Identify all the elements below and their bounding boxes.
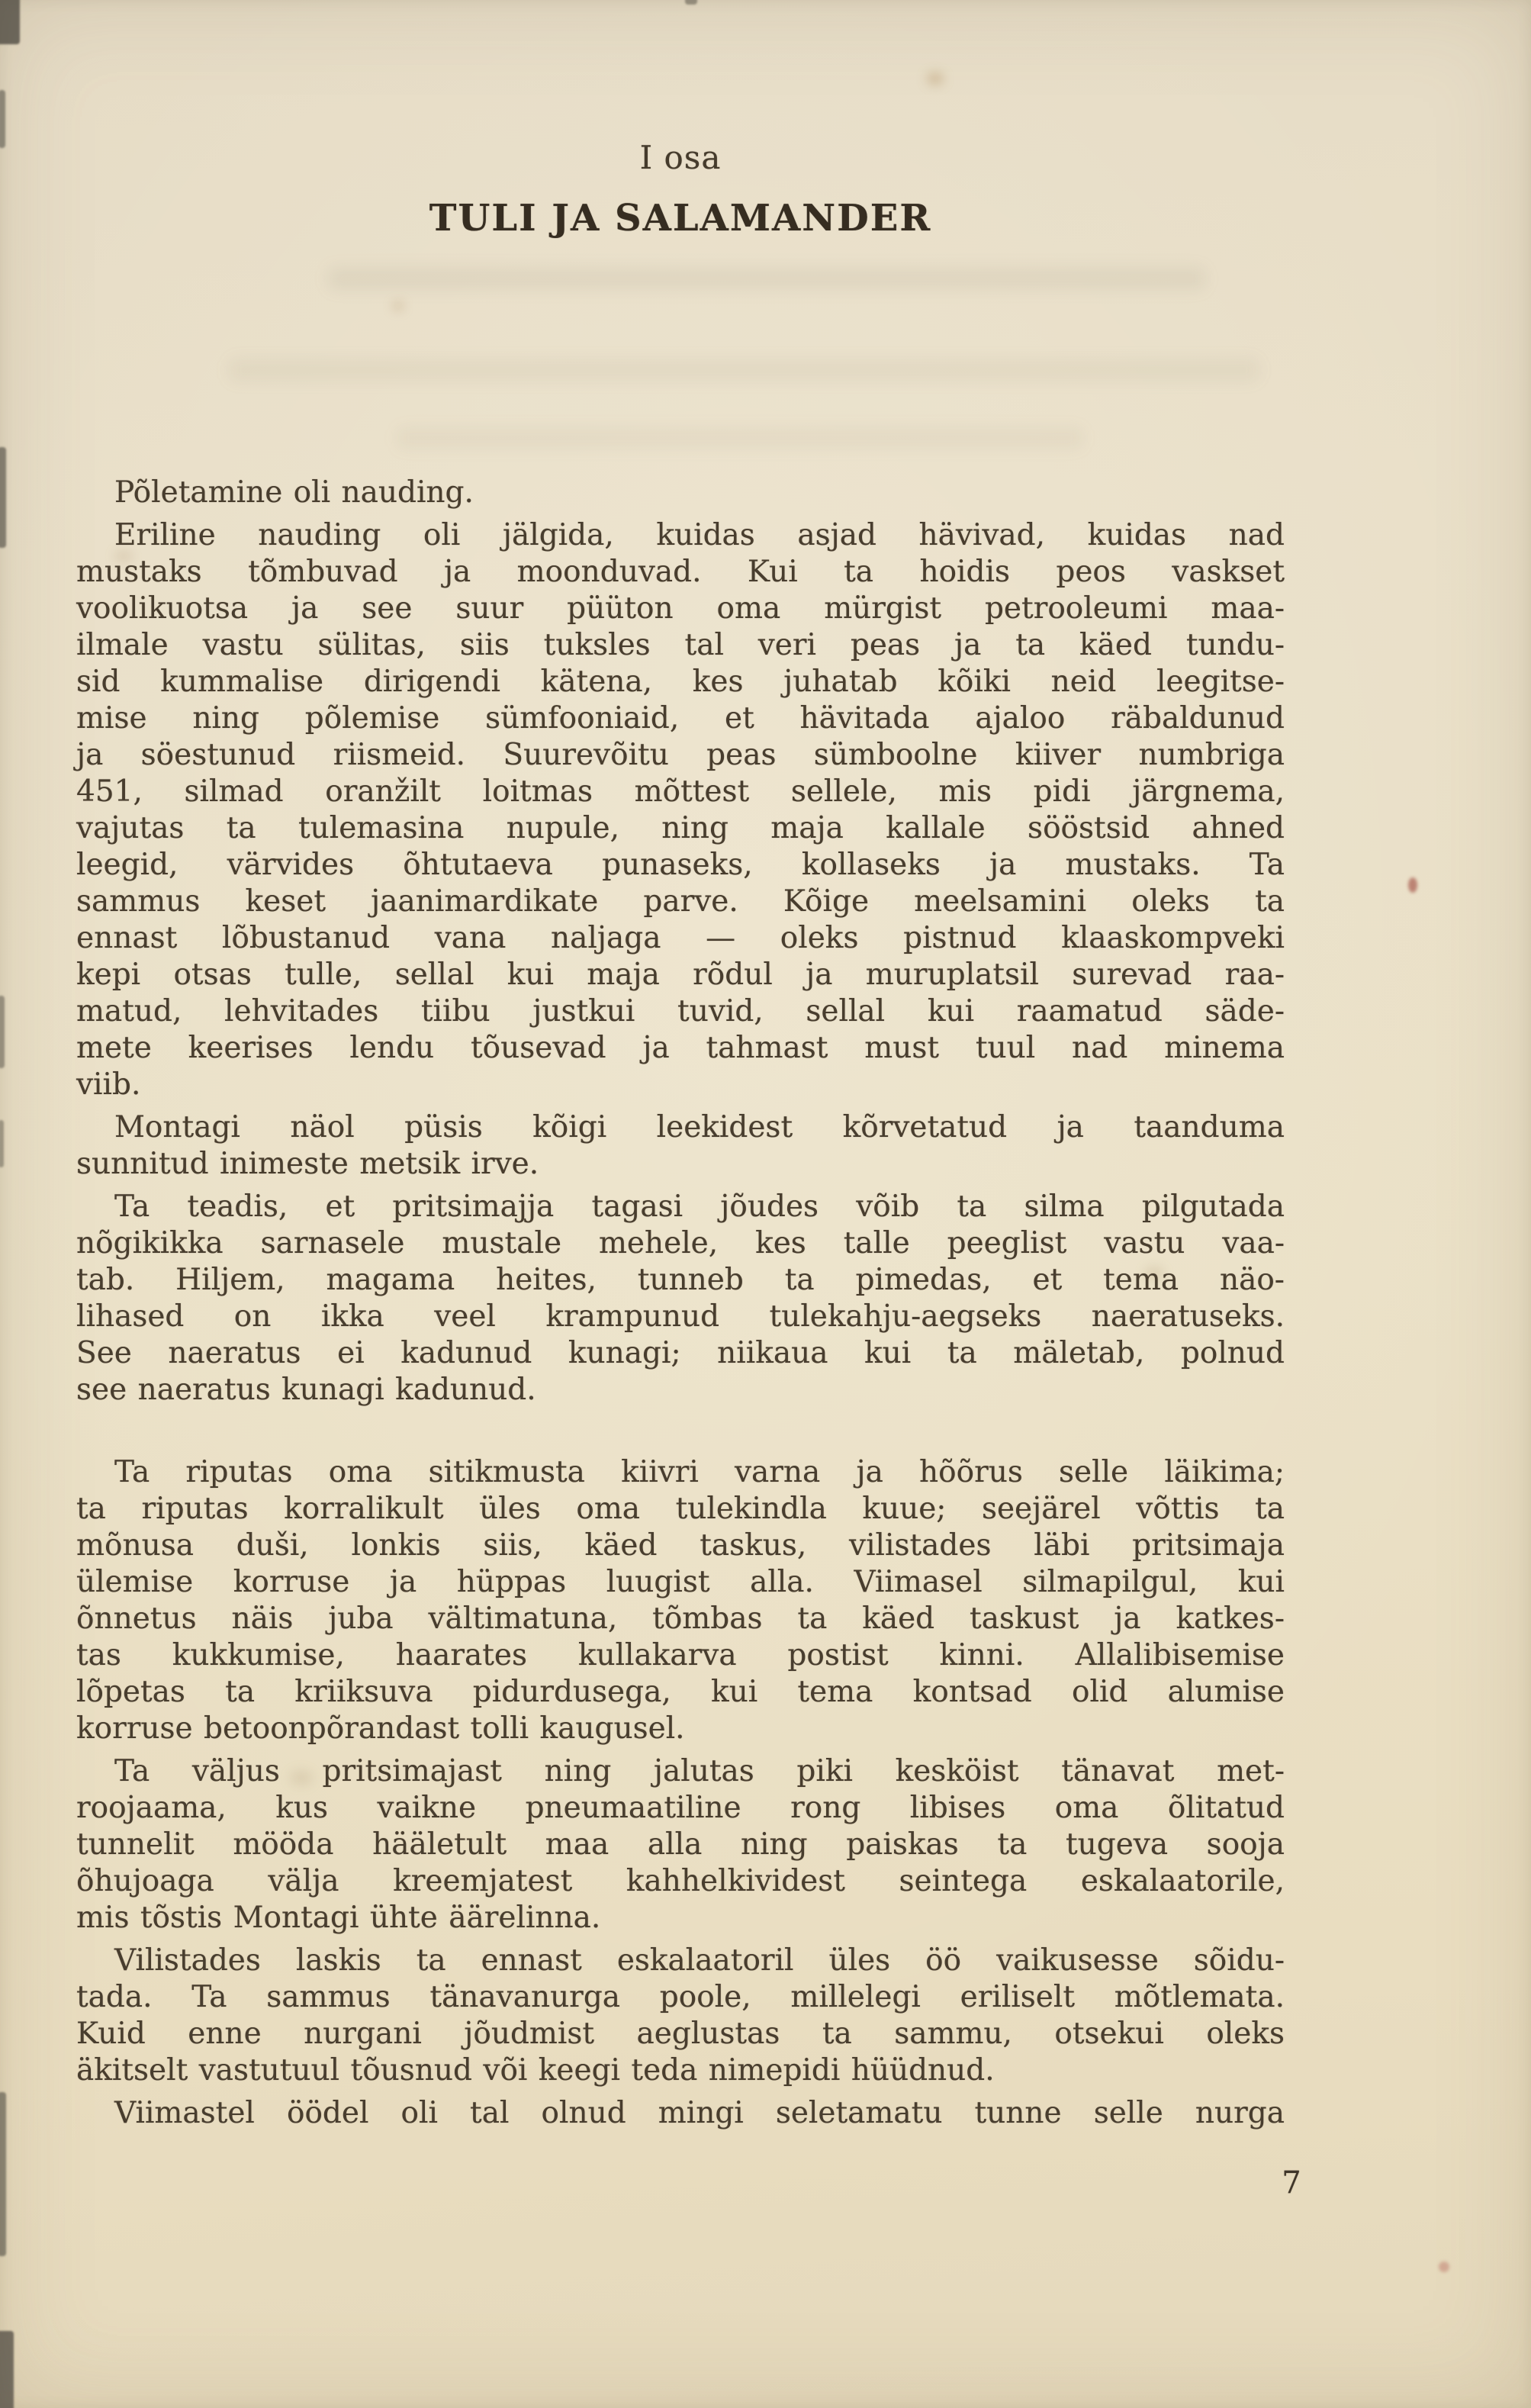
paper-blotch — [927, 72, 944, 85]
text-line: roojaama, kus vaikne pneumaatiline rong libises oma õlitatud — [76, 1791, 1285, 1825]
scan-artifact — [0, 996, 5, 1068]
paper-blotch — [1439, 2262, 1449, 2272]
text-line: kepi otsas tulle, sellal kui maja rõdul ja muruplatsil surevad raa- — [76, 958, 1285, 992]
text-line: Vilistades laskis ta ennast eskalaatoril üles öö vaikusesse sõidu- — [114, 1943, 1285, 1978]
scan-artifact — [0, 447, 6, 548]
text-line: see naeratus kunagi kadunud. — [76, 1373, 536, 1407]
text-line: viib. — [76, 1067, 141, 1102]
text-line: mis tõstis Montagi ühte äärelinna. — [76, 1901, 601, 1935]
text-line: See naeratus ei kadunud kunagi; niikaua kui ta mäletab, polnud — [76, 1336, 1285, 1370]
text-line: ja söestunud riismeid. Suurevõitu peas sümboolne kiiver numbriga — [76, 738, 1285, 772]
text-line: sid kummalise dirigendi kätena, kes juhatab kõiki neid leegitse- — [76, 665, 1285, 699]
chapter-title: TULI JA SALAMANDER — [429, 197, 932, 240]
scan-artifact — [0, 2331, 14, 2408]
bleed-through-ghost — [229, 359, 1259, 381]
text-line: lõpetas ta kriiksuva pidurdusega, kui tema kontsad olid alumise — [76, 1675, 1285, 1709]
text-line: Eriline nauding oli jälgida, kuidas asjad hävivad, kuidas nad — [114, 518, 1285, 552]
paragraph — [76, 2095, 1285, 2132]
text-line: Ta väljus pritsimajast ning jalutas piki kesköist tänavat met- — [114, 1754, 1285, 1788]
text-line: ilmale vastu sülitas, siis tuksles tal veri peas ja ta käed tundu- — [76, 628, 1285, 662]
text-line: õhujoaga välja kreemjatest kahhelkividest seintega eskalaatorile, — [76, 1864, 1285, 1898]
paragraph — [76, 1189, 1285, 1408]
text-line: 451, silmad oranžilt loitmas mõttest sellele, mis pidi järgnema, — [76, 774, 1285, 809]
text-line: lihased on ikka veel krampunud tulekahju-aegseks naeratuseks. — [76, 1299, 1285, 1334]
scan-artifact — [0, 2092, 6, 2256]
part-heading: I osa — [639, 139, 722, 176]
text-line: vajutas ta tulemasina nupule, ning maja kallale sööstsid ahned — [76, 811, 1285, 845]
scan-artifact — [685, 0, 697, 5]
text-line: Montagi näol püsis kõigi leekidest kõrvetatud ja taanduma — [114, 1110, 1285, 1144]
scan-artifact — [0, 90, 5, 148]
paper-blotch — [393, 301, 404, 311]
text-line: sammus keset jaanimardikate parve. Kõige meelsamini oleks ta — [76, 884, 1285, 919]
text-line: õnnetus näis juba vältimatuna, tõmbas ta käed taskust ja katkes- — [76, 1602, 1285, 1636]
text-line: leegid, värvides õhtutaeva punaseks, kollaseks ja mustaks. Ta — [76, 848, 1285, 882]
text-line: ülemise korruse ja hüppas luugist alla. Viimasel silmapilgul, kui — [76, 1565, 1285, 1599]
text-line: tada. Ta sammus tänavanurga poole, millelegi eriliselt mõtlemata. — [76, 1980, 1285, 2014]
text-line: matud, lehvitades tiibu justkui tuvid, sellal kui raamatud säde- — [76, 994, 1285, 1029]
text-line: Põletamine oli nauding. — [114, 475, 474, 510]
text-line: äkitselt vastutuul tõusnud või keegi teda nimepidi hüüdnud. — [76, 2053, 995, 2088]
text-line: Ta riputas oma sitikmusta kiivri varna ja hõõrus selle läikima; — [114, 1455, 1285, 1489]
paragraph — [76, 517, 1285, 1103]
page-number: 7 — [1282, 2165, 1301, 2200]
text-line: mise ning põlemise sümfooniaid, et hävitada ajaloo räbaldunud — [76, 701, 1285, 736]
text-line: korruse betoonpõrandast tolli kaugusel. — [76, 1711, 685, 1746]
text-line: mõnusa duši, lonkis siis, käed taskus, vilistades läbi pritsimaja — [76, 1528, 1285, 1563]
text-line: Ta teadis, et pritsimajja tagasi jõudes võib ta silma pilgutada — [114, 1190, 1285, 1224]
scan-artifact — [0, 1120, 4, 1167]
text-line: Kuid enne nurgani jõudmist aeglustas ta sammu, otsekui oleks — [76, 2017, 1285, 2051]
body-text — [76, 475, 1285, 2138]
text-line: nõgikikka sarnasele mustale mehele, kes talle peeglist vastu vaa- — [76, 1226, 1285, 1260]
text-line: Viimastel öödel oli tal olnud mingi seletamatu tunne selle nurga — [114, 2096, 1285, 2130]
text-line: voolikuotsa ja see suur püüton oma mürgist petrooleumi maa- — [76, 591, 1285, 626]
paragraph — [76, 1943, 1285, 2089]
scan-artifact — [0, 0, 20, 44]
paragraph — [76, 1454, 1285, 1747]
text-line: tas kukkumise, haarates kullakarva postist kinni. Allalibisemise — [76, 1638, 1285, 1672]
text-line: mete keerises lendu tõusevad ja tahmast must tuul nad minema — [76, 1031, 1285, 1065]
text-line: tunnelit mööda hääletult maa alla ning paiskas ta tugeva sooja — [76, 1827, 1285, 1862]
text-line: sunnitud inimeste metsik irve. — [76, 1147, 539, 1181]
paragraph — [76, 1753, 1285, 1936]
text-line: ta riputas korralikult üles oma tulekindla kuue; seejärel võttis ta — [76, 1492, 1285, 1526]
paragraph — [76, 1109, 1285, 1183]
paragraph — [76, 475, 1285, 511]
text-line: tab. Hiljem, magama heites, tunneb ta pimedas, et tema näo- — [76, 1263, 1285, 1297]
paper-blotch — [1408, 877, 1417, 893]
text-line: ennast lõbustanud vana naljaga — oleks pistnud klaaskompveki — [76, 921, 1285, 955]
bleed-through-ghost — [328, 267, 1205, 290]
text-line: mustaks tõmbuvad ja moonduvad. Kui ta hoidis peos vaskset — [76, 555, 1285, 589]
bleed-through-ghost — [397, 427, 1083, 449]
